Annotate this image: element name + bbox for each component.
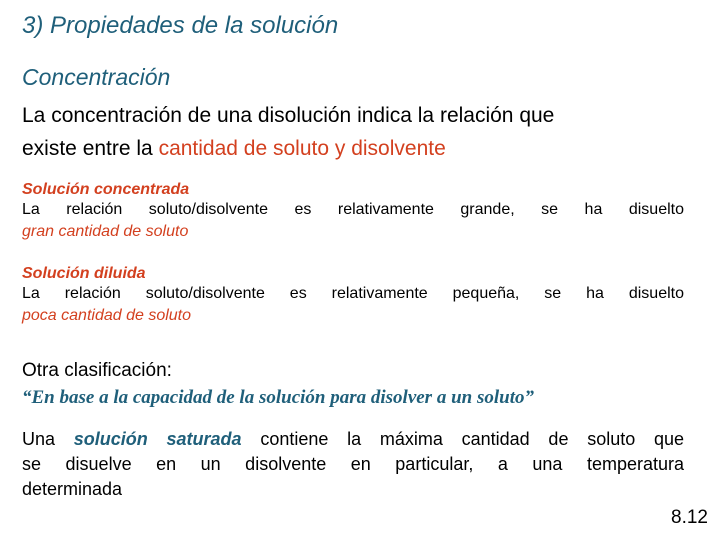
classification-quote: “En base a la capacidad de la solución para disolver a un soluto” — [22, 387, 534, 408]
concentrada-block — [22, 181, 684, 243]
concentrada-heading: Solución concentrada — [22, 181, 190, 198]
saturada-line-2: se disuelve en un disolvente en particular, a una temperatura — [22, 454, 684, 474]
diluida-block — [22, 265, 684, 327]
section-subtitle: Concentración — [22, 64, 171, 90]
intro-paragraph — [22, 99, 712, 165]
concentrada-note: gran cantidad de soluto — [22, 223, 189, 240]
other-classification-label: Otra clasificación: — [22, 360, 172, 381]
saturada-prefix: Una — [22, 429, 74, 449]
intro-highlight: cantidad de soluto y disolvente — [158, 137, 446, 160]
intro-line-2 — [22, 132, 712, 165]
concentrada-description: La relación soluto/disolvente es relativamente grande, se ha disuelto — [22, 201, 684, 218]
diluida-heading: Solución diluida — [22, 265, 146, 282]
diluida-description: La relación soluto/disolvente es relativamente pequeña, se ha disuelto — [22, 285, 684, 302]
saturada-line-1 — [22, 427, 684, 452]
saturada-line-1-rest: contiene la máxima cantidad de soluto que — [241, 429, 685, 449]
saturada-line-3: determinada — [22, 479, 123, 499]
intro-line-1: La concentración de una disolución indica la relación que — [22, 104, 555, 127]
saturada-term: solución saturada — [73, 429, 242, 449]
page-number: 8.12 — [671, 507, 708, 528]
page-title: 3) Propiedades de la solución — [22, 12, 339, 39]
intro-line-2-prefix: existe entre la — [22, 137, 159, 160]
diluida-note: poca cantidad de soluto — [22, 307, 192, 324]
saturada-paragraph — [22, 427, 684, 502]
